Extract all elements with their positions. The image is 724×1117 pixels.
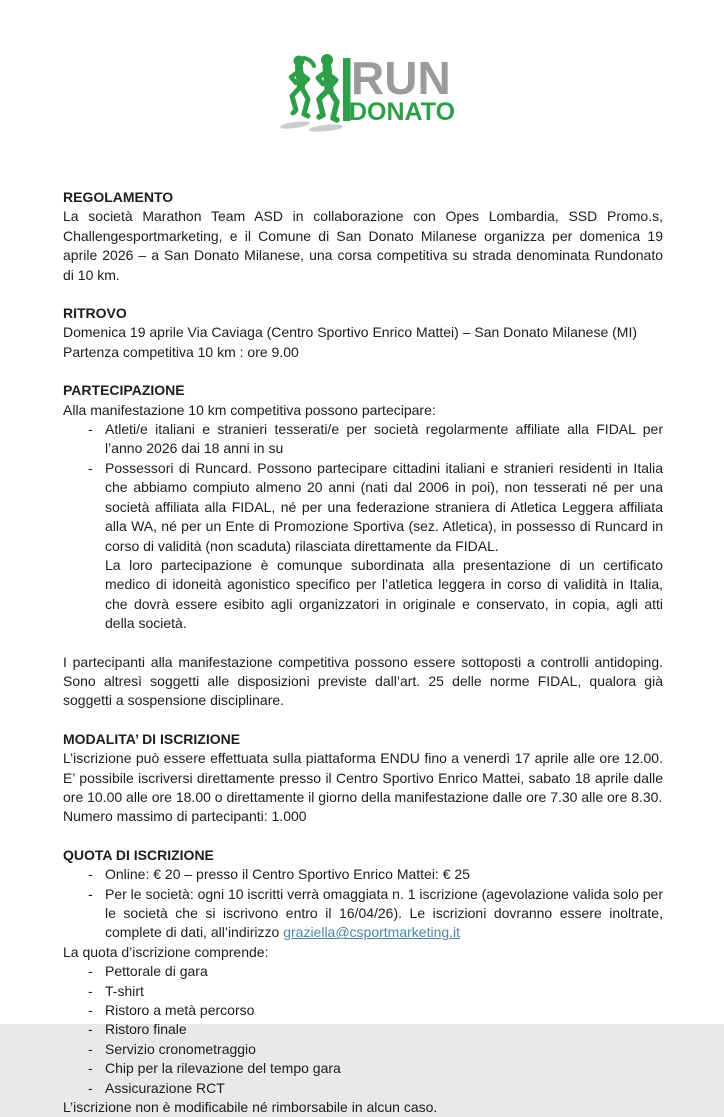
quota-bullet-societa [105, 885, 663, 943]
list-item [63, 885, 663, 943]
ritrovo-line-location: Domenica 19 aprile Via Caviaga (Centro Sportivo Enrico Mattei) – San Donato Milanese (MI) [63, 324, 638, 341]
include-item-ristoro-finale: Ristoro finale [105, 1021, 187, 1038]
list-item [63, 1040, 663, 1059]
bullet-dash: - [88, 1079, 93, 1096]
include-item-cronometraggio: Servizio cronometraggio [105, 1040, 256, 1057]
list-item [63, 1059, 663, 1078]
heading-partecipazione: PARTECIPAZIONE [63, 382, 185, 399]
bullet-dash: - [88, 421, 93, 438]
bullet-dash: - [88, 885, 93, 902]
bullet-dash: - [88, 866, 93, 883]
ritrovo-line-start: Partenza competitiva 10 km : ore 9.00 [63, 343, 299, 360]
list-item [63, 420, 663, 459]
max-participants-line: Numero massimo di partecipanti: 1.000 [63, 808, 307, 825]
list-item [63, 1020, 663, 1039]
include-item-ristoro-meta: Ristoro a metà percorso [105, 1002, 255, 1019]
bullet-dash: - [88, 1060, 93, 1077]
include-item-chip: Chip per la rilevazione del tempo gara [105, 1060, 341, 1077]
partecipazione-intro: Alla manifestazione 10 km competitiva possono partecipare: [63, 401, 436, 418]
quota-societa-text: Per le società: ogni 10 iscritti verrà omaggiata n. 1 iscrizione (agevolazione valida solo per le società che si iscrivono entro il 16/04/26). Le iscrizioni dovranno essere inoltrate, complete di dati, all’indirizzo [105, 885, 663, 941]
male-runner-icon [318, 54, 337, 120]
heading-ritrovo: RITROVO [63, 305, 127, 322]
rundonato-logo [283, 52, 463, 134]
modalita-paragraph: L’iscrizione può essere effettuata sulla piattaforma ENDU fino a venerdì 17 aprile alle ore 12.00. E’ possibile iscriversi direttamente presso il Centro Sportivo Enrico Mattei, sabato 18 aprile dalle ore 10.00 alle ore 18.00 o direttamente il giorno della manifestazione dalle ore 7.30 alle ore 8.30. [63, 750, 663, 805]
list-item [63, 982, 663, 1001]
bullet-dash: - [88, 1021, 93, 1038]
partecipazione-bullet-runcard: Possessori di Runcard. Possono partecipare cittadini italiani e stranieri residenti in Italia che abbiamo compiuto almeno 20 anni (nati dal 2006 in poi), non tesserati né per una società affiliata alla FIDAL, né per una federazione straniera di Atletica Leggera affiliata alla WA, né per un Ente di Promozione Sportiva (sez. Atletica), in possesso di Runcard in corso di validità (non scaduta) rilasciata direttamente da FIDAL. [105, 459, 663, 554]
antidoping-paragraph: I partecipanti alla manifestazione competitiva possono essere sottoposti a controlli antidoping. Sono altresì soggetti alle disposizioni previste dall’art. 25 delle norme FIDAL, qualora già soggetti a sospensione disciplinare. [63, 653, 663, 709]
partecipazione-certificato-paragraph: La loro partecipazione è comunque subordinata alla presentazione di un certificato medico di idoneità agonistico specifico per l’atletica leggera in corso di validità in Italia, che dovrà essere esibito agli organizzatori in originale e conservato, in copia, agli atti della società. [105, 556, 663, 632]
partecipazione-bullet-fidal: Atleti/e italiani e stranieri tesserati/e per società regolarmente affiliate alla FIDAL per l’anno 2026 dai 18 anni in su [105, 421, 663, 457]
email-link[interactable]: graziella@csportmarketing.it [283, 924, 461, 941]
include-item-assicurazione: Assicurazione RCT [105, 1079, 225, 1096]
no-refund-line: L’iscrizione non è modificabile né rimborsabile in alcun caso. [63, 1099, 438, 1116]
include-item-pettorale: Pettorale di gara [105, 963, 208, 980]
female-runner-icon [291, 56, 314, 117]
quota-includes-intro: La quota d’iscrizione comprende: [63, 943, 269, 960]
bullet-dash: - [88, 1002, 93, 1019]
regolamento-paragraph: La società Marathon Team ASD in collaborazione con Opes Lombardia, SSD Promo.s, Challengesportmarketing, e il Comune di San Donato Milanese organizza per domenica 19 aprile 2026 – a San Donato Milanese, una corsa competitiva su strada denominata Rundonato di 10 km. [63, 208, 663, 283]
list-item [63, 962, 663, 981]
bullet-dash: - [88, 459, 93, 476]
heading-modalita-iscrizione: MODALITA’ DI ISCRIZIONE [63, 730, 241, 747]
heading-regolamento: REGOLAMENTO [63, 189, 174, 205]
bullet-dash: - [88, 963, 93, 980]
bullet-dash: - [88, 1040, 93, 1057]
logo-donato-text: DONATO [349, 98, 456, 126]
logo-run-text: RUN [351, 52, 451, 104]
runners-logo-icon [283, 52, 463, 134]
document-body [63, 188, 663, 1117]
list-item [63, 865, 663, 884]
include-item-tshirt: T-shirt [105, 982, 144, 999]
list-item [63, 459, 663, 556]
list-item [63, 1079, 663, 1098]
list-item [63, 1001, 663, 1020]
heading-quota-iscrizione: QUOTA DI ISCRIZIONE [63, 846, 214, 863]
quota-bullet-online: Online: € 20 – presso il Centro Sportivo Enrico Mattei: € 25 [105, 866, 470, 883]
bullet-dash: - [88, 982, 93, 999]
